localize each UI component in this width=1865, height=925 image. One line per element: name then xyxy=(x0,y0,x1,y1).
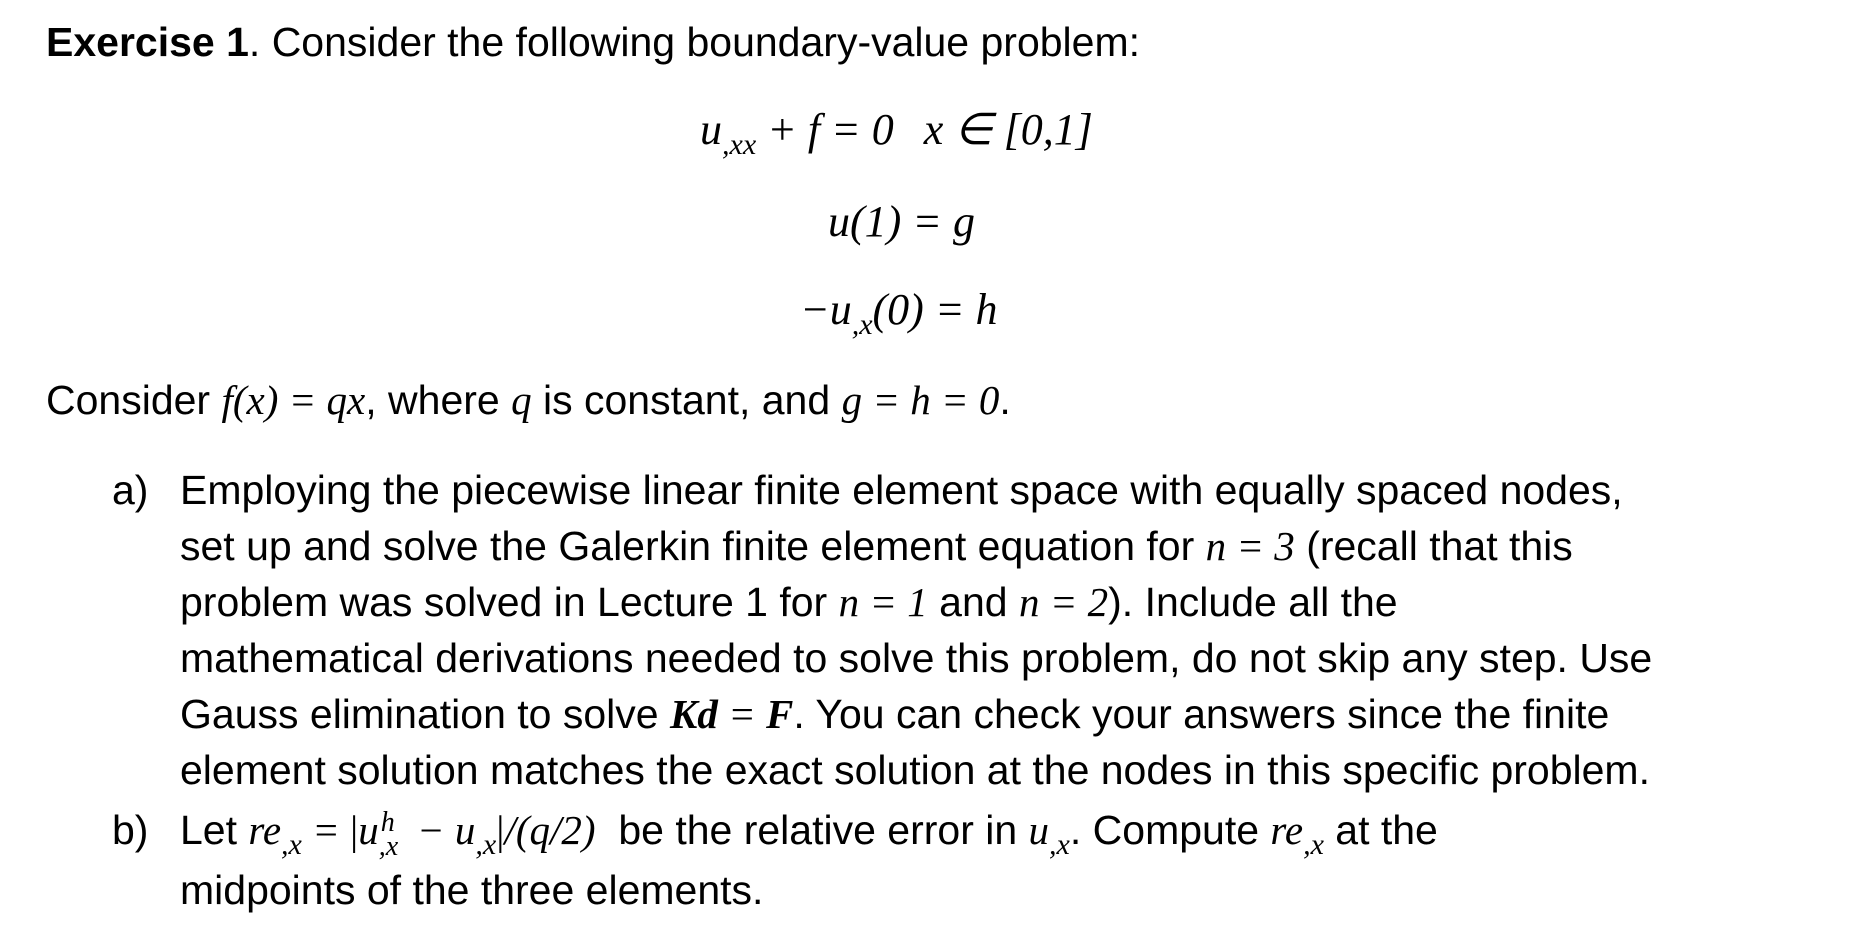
part-a-text-2b: (recall that this xyxy=(1294,523,1573,569)
part-a-text-5b: . You can check your answers since the finite xyxy=(793,691,1610,737)
part-a-text-3c: ). Include all the xyxy=(1108,579,1398,625)
eq1-rest: + f = 0 xyxy=(756,105,894,154)
part-a-text-5a: Gauss elimination to solve xyxy=(180,691,670,737)
eq2-text: u(1) = g xyxy=(828,197,975,246)
part-b-math-re2-sub: ,x xyxy=(1303,828,1324,861)
part-b-math-re-sub: ,x xyxy=(281,828,302,861)
consider-text-3: is constant, and xyxy=(531,377,842,423)
consider-text-4: . xyxy=(999,377,1011,423)
part-b-math-u3-sub: ,x xyxy=(1049,828,1070,861)
eq1-domain: x ∈ [0,1] xyxy=(923,105,1093,154)
part-a-line-2 xyxy=(180,522,1573,570)
exercise-title xyxy=(46,18,1140,66)
part-a-math-n3: n = 3 xyxy=(1205,523,1295,569)
part-b-math-re2: re xyxy=(1270,807,1304,853)
equation-neumann-bc xyxy=(800,284,998,341)
eq3-part-b: (0) = h xyxy=(872,285,998,334)
exercise-intro: . Consider the following boundary-value problem: xyxy=(248,19,1141,65)
part-a-text-3b: and xyxy=(927,579,1019,625)
part-a-line-5 xyxy=(180,690,1609,738)
eq3-subscript: ,x xyxy=(851,308,873,341)
part-a-text-1: Employing the piecewise linear finite element space with equally spaced nodes, xyxy=(180,467,1623,513)
part-a-math-eq: = xyxy=(717,691,766,737)
part-a-text-6: element solution matches the exact solution at the nodes in this specific problem. xyxy=(180,747,1650,793)
part-a-text-4: mathematical derivations needed to solve this problem, do not skip any step. Use xyxy=(180,635,1653,681)
part-b-text-let: Let xyxy=(180,807,249,853)
consider-math-gh: g = h = 0 xyxy=(841,377,1000,423)
part-b-math-u3: u xyxy=(1028,807,1050,853)
part-b-text-midpoints: midpoints of the three elements. xyxy=(180,867,764,913)
part-b-abs-close: | xyxy=(496,807,505,853)
part-a-math-f: F xyxy=(766,691,794,737)
part-a-line-6 xyxy=(180,746,1650,794)
part-b-text-4: at the xyxy=(1323,807,1438,853)
part-a-line-4 xyxy=(180,634,1652,682)
consider-line xyxy=(46,376,1011,424)
part-a-math-n1: n = 1 xyxy=(838,579,928,625)
consider-math-f: f(x) = qx xyxy=(221,377,366,423)
eq1-subscript: ,xx xyxy=(722,128,757,161)
consider-text-1: Consider xyxy=(46,377,222,423)
part-a-text-2a: set up and solve the Galerkin finite element equation for xyxy=(180,523,1206,569)
part-a-text-3a: problem was solved in Lecture 1 for xyxy=(180,579,839,625)
part-b-text-2: be the relative error in xyxy=(595,807,1029,853)
part-a-label: a) xyxy=(112,467,149,513)
part-a-math-kd: Kd xyxy=(669,691,718,737)
eq3-part-a: −u xyxy=(800,285,852,334)
part-b-uh-sub: ,x xyxy=(378,831,399,862)
consider-math-q: q xyxy=(511,377,532,423)
part-b-uh-scripts xyxy=(378,807,407,862)
equation-dirichlet-bc xyxy=(828,196,975,248)
equation-pde xyxy=(700,104,1093,161)
exercise-label: Exercise 1 xyxy=(46,19,249,65)
part-b-math-minus: − xyxy=(406,807,455,853)
part-a-line-1 xyxy=(180,466,1623,514)
part-a-math-n2: n = 2 xyxy=(1018,579,1109,625)
part-b-math-uh: u xyxy=(358,807,379,853)
part-b-text-3: . Compute xyxy=(1069,807,1271,853)
part-b-line-1 xyxy=(180,806,1438,862)
part-b-abs-open: | xyxy=(350,807,359,853)
part-b-label: b) xyxy=(112,807,149,853)
part-b-math-u-sub: ,x xyxy=(475,828,497,861)
part-b-line-2 xyxy=(180,866,763,914)
part-b-math-u: u xyxy=(454,807,476,853)
consider-text-2: , where xyxy=(365,377,512,423)
part-a-line-3 xyxy=(180,578,1398,626)
eq1-u: u xyxy=(700,105,722,154)
part-b-math-eq: = xyxy=(301,807,351,853)
part-b-math-div: /(q/2) xyxy=(504,807,596,853)
part-b-uh-sup: h xyxy=(380,807,395,838)
part-b-math-re: re xyxy=(248,807,282,853)
